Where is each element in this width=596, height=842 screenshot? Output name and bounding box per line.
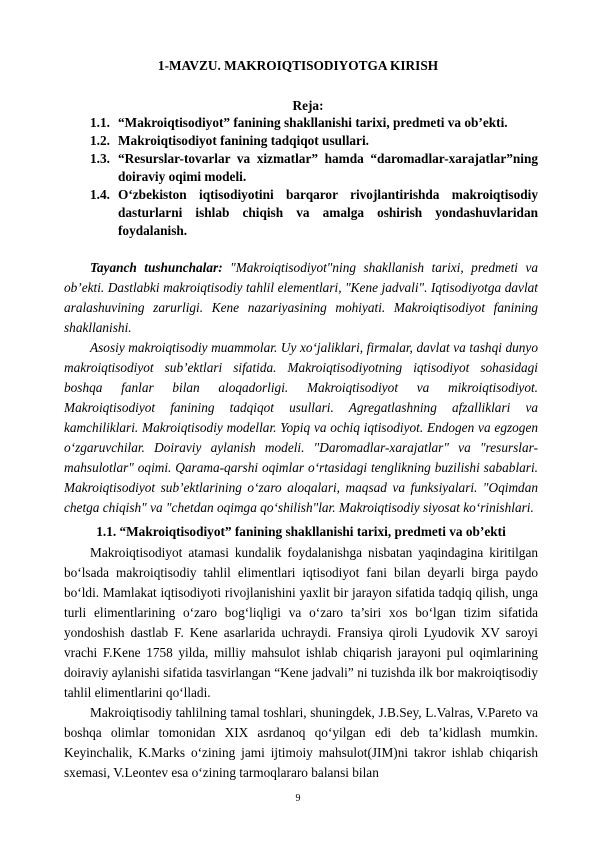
page-number: 9: [295, 793, 301, 804]
plan-item: [90, 186, 538, 240]
key-concepts-paragraph: [64, 258, 538, 338]
plan-item: [90, 150, 538, 186]
plan-heading: Reja:: [292, 98, 324, 113]
plan-item-text: “Resurslar-tovarlar va xizmatlar” hamda “daromadlar-xarajatlar”ning doiraviy oqimi modeli.: [118, 151, 538, 184]
key-concepts-block: [64, 258, 538, 518]
plan-item-text: O‘zbekiston iqtisodiyotini barqaror rivojlantirishda makroiqtisodiy dasturlarni ishlab chiqish va amalga oshirish yondashuvlaridan foydalanish.: [118, 187, 538, 238]
section-heading: 1.1. “Makroiqtisodiyot” fanining shakllanishi tarixi, predmeti va ob’ekti: [96, 524, 506, 539]
plan-item-number: 1.4.: [90, 187, 110, 202]
body-paragraph: Makroiqtisodiy tahlilning tamal toshlari, shuningdek, J.B.Sey, L.Valras, V.Pareto va boshqa olimlar tomonidan XIX asrdanoq qo‘yilgan edi deb ta’kidlash mumkin. Keyinchalik, K.Marks o‘zining jami ijtimoiy mahsulot(JIM)ni takror ishlab chiqarish sxemasi, V.Leontev esa o‘zining tarmoqlararo balansi bilan: [64, 705, 538, 780]
plan-item-text: “Makroiqtisodiyot” fanining shakllanishi tarixi, predmeti va ob’ekti.: [118, 115, 508, 130]
key-topics-paragraph: Asosiy makroiqtisodiy muammolar. Uy xo‘jaliklari, firmalar, davlat va tashqi dunyo makroiqtisodiyot sub’ektlari sifatida. Makroiqtisodiyotning iqtisodiyot sohasidagi boshqa fanlar bilan aloqadorligi. Makroiqtisodiyot va mikroiqtisodiyot. Makroiqtisodiyot fanining tadqiqot usullari. Agregatlashning afzalliklari va kamchiliklari. Makroiqtisodiy modellar. Yopiq va ochiq iqtisodiyot. Endogen va egzogen o‘zgaruvchilar. Doiraviy aylanish modeli. "Daromadlar-xarajatlar" va "resurslar-mahsulotlar" oqimi. Qarama-qarshi oqimlar o‘rtasidagi tenglikning buzilishi sabablari. Makroiqtisodiyot sub’ektlarining o‘zaro aloqalari, maqsad va funksiyalari. "Oqimdan chetga chiqish" va "chetdan oqimga qo‘shilish"lar. Makroiqtisodiy siyosat ko‘rinishlari.: [64, 340, 538, 515]
key-concepts-text: "Makroiqtisodiyot"ning shakllanish tarixi, predmeti va ob’ekti. Dastlabki makroiqtisodiy tahlil elementlari, "Kene jadvali". Iqtisodiyotga davlat aralashuvining zarurligi. Kene nazariyasining mohiyati. Makroiqtisodiyot fanining shakllanishi.: [64, 260, 538, 335]
page-title: 1-MAVZU. MAKROIQTISODIYOTGA KIRISH: [157, 58, 439, 73]
plan-item: [90, 114, 538, 132]
plan-item-number: 1.3.: [90, 151, 110, 166]
key-concepts-label: Tayanch tushunchalar:: [90, 260, 223, 275]
section-body: [64, 543, 538, 783]
plan-item-text: Makroiqtisodiyot fanining tadqiqot usullari.: [118, 133, 369, 148]
plan-item: [90, 132, 538, 150]
plan-list: [90, 114, 538, 240]
plan-item-number: 1.2.: [90, 133, 110, 148]
plan-item-number: 1.1.: [90, 115, 110, 130]
body-paragraph: Makroiqtisodiyot atamasi kundalik foydalanishga nisbatan yaqindagina kiritilgan bo‘lsada makroiqtisodiy tahlil elimentlari iqtisodiyot fani bilan deyarli birga paydo bo‘ldi. Mamlakat iqtisodiyoti rivojlanishini yaxlit bir jarayon sifatida tadqiq qilish, unga turli elimentlarining o‘zaro bog‘liqligi va o‘zaro ta’siri xos bo‘lgan tizim sifatida yondoshish dastlab F. Kene asarlarida uchraydi. Fransiya qiroli Lyudovik XV saroyi vrachi F.Kene 1758 yilda, milliy mahsulot ishlab chiqarish jarayoni pul oqimlarining doiraviy aylanishi sifatida tasvirlangan “Kene jadvali” ni tuzishda ilk bor makroiqtisodiy tahlil elimentlarini qo‘lladi.: [64, 545, 538, 700]
